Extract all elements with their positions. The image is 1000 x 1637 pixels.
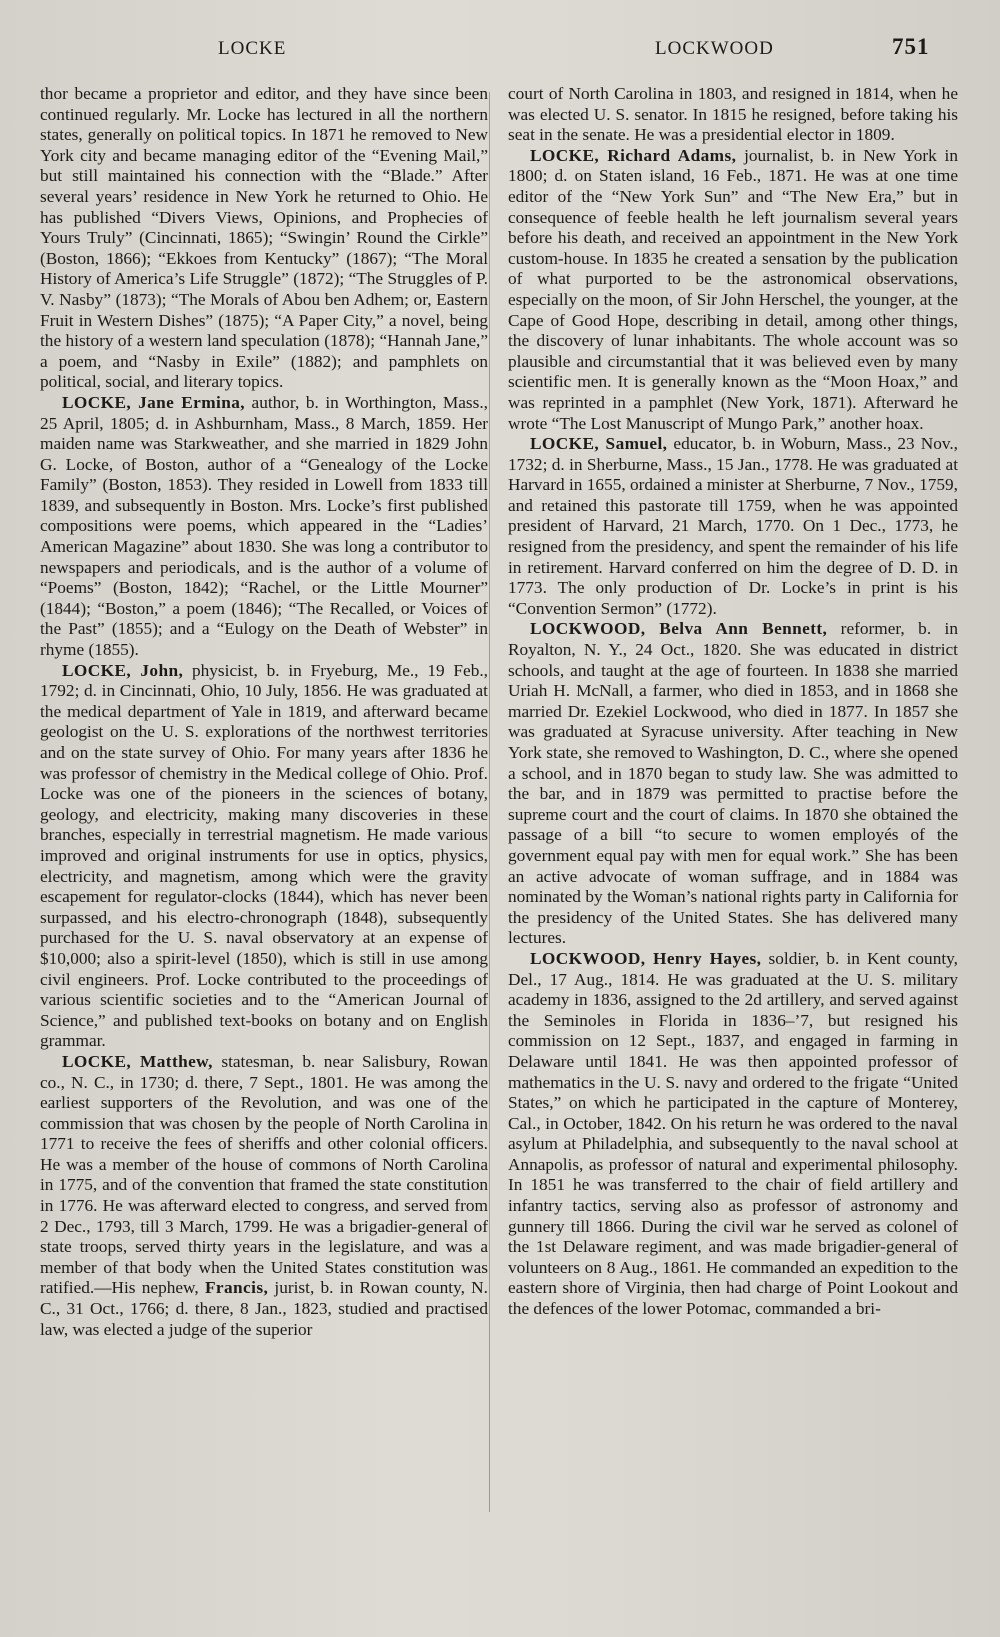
entry-samuel-locke bbox=[508, 434, 958, 619]
entry-matthew-locke bbox=[40, 1052, 488, 1340]
continued-paragraph: court of North Carolina in 1803, and resigned in 1814, when he was elected U. S. senator. In 1815 he resigned, before taking his seat in the senate. He was a presidential elector in 1809. bbox=[508, 84, 958, 145]
entry-heading: LOCKWOOD, Henry Hayes, bbox=[530, 948, 762, 968]
entry-richard-adams-locke bbox=[508, 146, 958, 434]
entry-heading: LOCKE, Jane Ermina, bbox=[62, 392, 245, 412]
entry-john-locke bbox=[40, 661, 488, 1052]
right-column bbox=[508, 84, 958, 1320]
entry-text: reformer, b. in Royalton, N. Y., 24 Oct., 1820. She was educated in district schools, and taught at the age of fourteen. In 1838 she married Uriah H. McNall, a farmer, who died in 1853, and in 1868 she married Dr. Ezekiel Lockwood, who died in 1877. In 1857 she was graduated at Syracuse university. After teaching in New York state, she removed to Washington, D. C., where she opened a school, and in 1870 began to study law. She was admitted to the bar, and in 1879 was permitted to practise before the supreme court and the court of claims. In 1870 she obtained the passage of a bill “to secure to women employés of the government equal pay with men for equal work.” She has been an active advocate of woman suffrage, and in 1884 was nominated by the Woman’s national rights party in California for the presidency of the United States. She has delivered many lectures. bbox=[508, 619, 958, 948]
header-right-word: LOCKWOOD bbox=[655, 38, 774, 59]
entry-text: journalist, b. in New York in 1800; d. on Staten island, 16 Feb., 1871. He was at one time editor of the “New York Sun” and “The New Era,” but in consequence of feeble health he left journalism several years before his death, and received an appointment in the New York custom-house. In 1835 he created a sensation by the publication of what purported to be the astronomical observations, especially on the moon, of Sir John Herschel, the younger, at the Cape of Good Hope, describing in detail, among other things, the discovery of lunar inhabitants. The whole account was so plausible and circumstantial that it was believed even by many scientific men. It is generally known as the “Moon Hoax,” and was reprinted in a pamphlet (New York, 1871). Afterward he wrote “The Lost Manuscript of Mungo Park,” another hoax. bbox=[508, 145, 958, 433]
entry-text: author, b. in Worthington, Mass., 25 April, 1805; d. in Ashburnham, Mass., 8 March, 1859. Her maiden name was Starkweather, and she married in 1829 John G. Locke, of Boston, author of a “Genealogy of the Locke Family” (Boston, 1853). They resided in Lowell from 1833 till 1839, and subsequently in Boston. Mrs. Locke’s first published compositions were poems, which appeared in the “Ladies’ American Magazine” about 1830. She was long a contributor to newspapers and periodicals, and is the author of a volume of “Poems” (Boston, 1842); “Rachel, or the Little Mourner” (1844); “Boston,” a poem (1846); “The Recalled, or Voices of the Past” (1855); and a “Eulogy on the Death of Webster” in rhyme (1855). bbox=[40, 392, 488, 660]
entry-henry-hayes-lockwood bbox=[508, 949, 958, 1320]
entry-text: physicist, b. in Fryeburg, Me., 19 Feb., 1792; d. in Cincinnati, Ohio, 10 July, 1856. He was graduated at the medical department of Yale in 1819, and afterward became geologist on the U. S. explorations of the northwest territories and on the state survey of Ohio. For many years after 1836 he was professor of chemistry in the Medical college of Ohio. Prof. Locke was one of the pioneers in the sciences of botany, geology, and electricity, making many discoveries in these branches, especially in terrestrial magnetism. He made various improved and original instruments for use in optics, physics, electricity, and magnetism, among which were the gravity escapement for regulator-clocks (1844), which has never been surpassed, and his electro-chronograph (1848), subsequently purchased for the U. S. naval observatory at an expense of $10,000; also a spirit-level (1850), which is still in use among civil engineers. Prof. Locke contributed to the proceedings of various scientific societies and to the “American Journal of Science,” and published text-books on botany and on English grammar. bbox=[40, 660, 488, 1051]
header-left-word: LOCKE bbox=[218, 38, 287, 59]
sub-entry-heading: Francis, bbox=[204, 1278, 269, 1298]
entry-heading: LOCKWOOD, Belva Ann Bennett, bbox=[530, 619, 828, 639]
entry-text: soldier, b. in Kent county, Del., 17 Aug., 1814. He was graduated at the U. S. military academy in 1836, assigned to the 2d artillery, and served against the Seminoles in Florida in 1836–’7, but resigned his commission on 12 Sept., 1837, and engaged in farming in Delaware until 1841. He was then appointed professor of mathematics in the U. S. navy and ordered to the frigate “United States,” on which he participated in the capture of Monterey, Cal., in October, 1842. On his return he was ordered to the naval asylum at Philadelphia, and subsequently to the naval school at Annapolis, as professor of natural and experimental philosophy. In 1851 he was transferred to the chair of field artillery and infantry tactics, serving also as professor of astronomy and gunnery till 1866. During the civil war he served as colonel of the 1st Delaware regiment, and was made brigadier-general of volunteers on 8 Aug., 1861. He commanded an expedition to the eastern shore of Virginia, then had charge of Point Lookout and the defences of the lower Potomac, commanded a bri- bbox=[508, 948, 958, 1319]
page-number: 751 bbox=[892, 34, 930, 59]
entry-heading: LOCKE, Matthew, bbox=[62, 1051, 213, 1071]
column-divider bbox=[489, 92, 490, 1512]
entry-text: statesman, b. near Salisbury, Rowan co., N. C., in 1730; d. there, 7 Sept., 1801. He was among the earliest supporters of the Revolution, and was one of the commission that was chosen by the people of North Carolina in 1771 to receive the fees of sheriffs and other colonial officers. He was a member of the house of commons of North Carolina in 1775, and of the convention that framed the state constitution in 1776. He was afterward elected to congress, and served from 2 Dec., 1793, till 3 March, 1799. He was a brigadier-general of state troops, served thirty years in the legislature, and was a member of that body when the United States constitution was ratified.—His nephew, bbox=[40, 1051, 488, 1298]
entry-heading: LOCKE, John, bbox=[62, 660, 184, 680]
left-column bbox=[40, 84, 488, 1340]
entry-heading: LOCKE, Richard Adams, bbox=[530, 145, 737, 165]
entry-jane-ermina-locke bbox=[40, 393, 488, 661]
entry-text: educator, b. in Woburn, Mass., 23 Nov., 1732; d. in Sherburne, Mass., 15 Jan., 1778. He was graduated at Harvard in 1655, ordained a minister at Sherburne, 7 Nov., 1759, and retained this pastorate till 1759, when he was appointed president of Harvard, 21 March, 1770. On 1 Dec., 1773, he resigned from the presidency, and spent the remainder of his life in retirement. Harvard conferred on him the degree of D. D. in 1773. The only production of Dr. Locke’s in print is his “Convention Sermon” (1772). bbox=[508, 434, 958, 618]
entry-belva-lockwood bbox=[508, 619, 958, 949]
entry-heading: LOCKE, Samuel, bbox=[530, 434, 668, 454]
running-header bbox=[0, 34, 1000, 64]
sub-entry-text: jurist, b. in Rowan county, N. C., 31 Oct., 1766; d. there, 8 Jan., 1823, studied and practised law, was elected a judge of the superior bbox=[40, 1278, 488, 1339]
continued-paragraph: thor became a proprietor and editor, and they have since been continued regularly. Mr. Locke has lectured in all the northern states, generally on political topics. In 1871 he removed to New York city and became managing editor of the “Evening Mail,” but still maintained his connection with the “Blade.” After several years’ residence in New York he returned to Ohio. He has published “Divers Views, Opinions, and Prophecies of Yours Truly” (Cincinnati, 1865); “Swingin’ Round the Cirkle” (Boston, 1866); “Ekkoes from Kentucky” (1867); “The Moral History of America’s Life Struggle” (1872); “The Struggles of P. V. Nasby” (1873); “The Morals of Abou ben Adhem; or, Eastern Fruit in Western Dishes” (1875); “A Paper City,” a novel, being the history of a western land speculation (1878); “Hannah Jane,” a poem, and “Nasby in Exile” (1882); and pamphlets on political, social, and literary topics. bbox=[40, 84, 488, 392]
